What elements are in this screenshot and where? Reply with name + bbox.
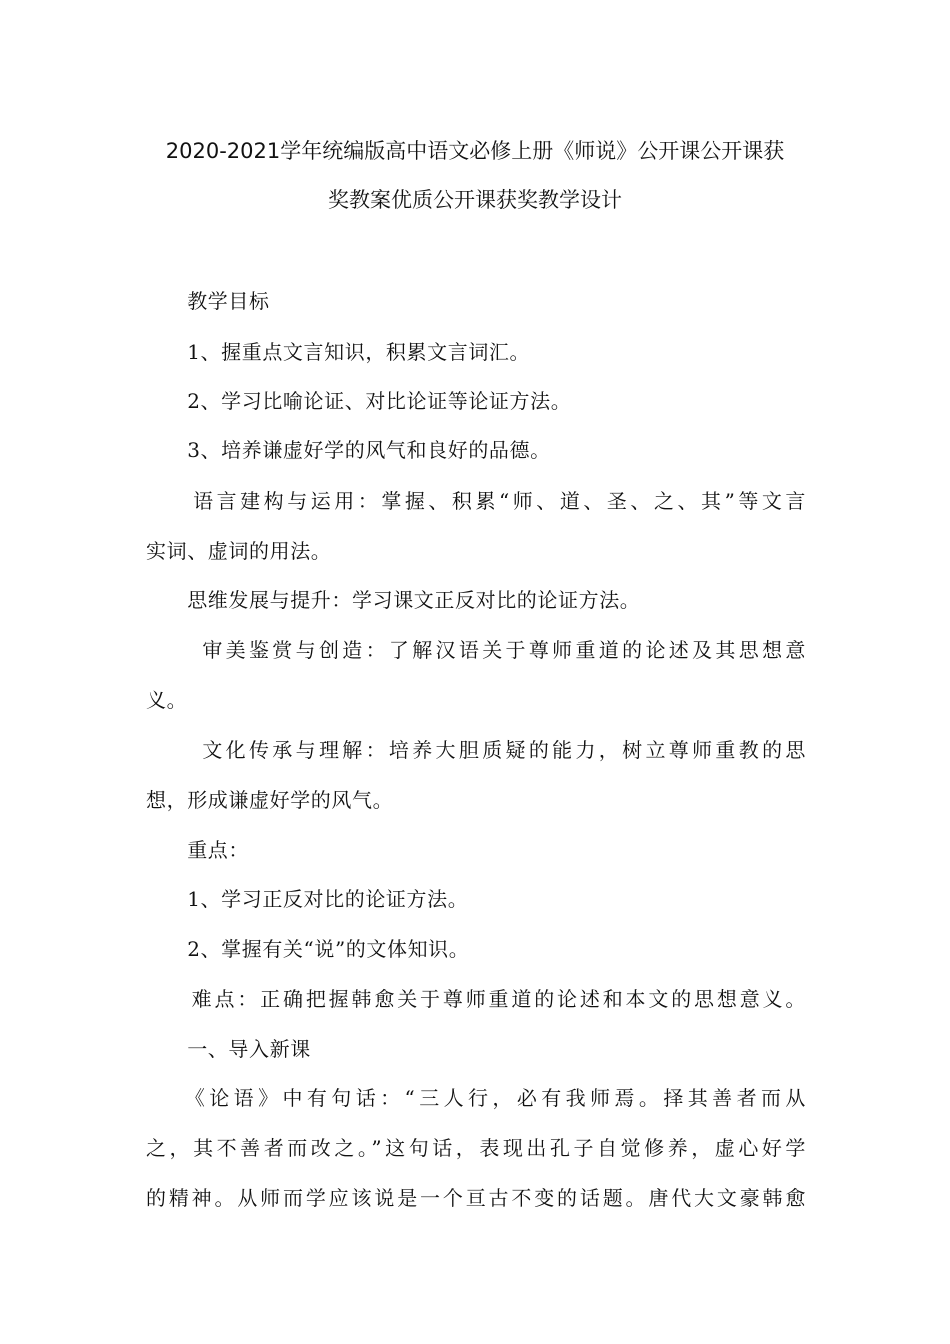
key-point-item-2: 2、掌握有关“说”的文体知识。 — [146, 937, 470, 961]
paragraph-culture-line-1: 文化传承与理解：培养大胆质疑的能力，树立尊师重教的思 — [146, 738, 806, 762]
paragraph-culture-line-2: 想，形成谦虚好学的风气。 — [146, 788, 394, 812]
heading-key-points: 重点： — [146, 838, 249, 862]
paragraph-aesthetics-line-2: 义。 — [146, 688, 188, 712]
document-title-line-2: 奖教案优质公开课获奖教学设计 — [328, 188, 622, 212]
heading-teaching-goals: 教学目标 — [146, 289, 270, 313]
paragraph-intro-line-3: 的精神。从师而学应该说是一个亘古不变的话题。唐代大文豪韩愈 — [146, 1186, 806, 1210]
key-point-item-1: 1、学习正反对比的论证方法。 — [146, 887, 469, 911]
heading-introduction: 一、导入新课 — [146, 1037, 311, 1061]
paragraph-language-line-1: 语言建构与运用：掌握、积累“师、道、圣、之、其”等文言 — [146, 489, 806, 513]
paragraph-language-line-2: 实词、虚词的用法。 — [146, 539, 332, 563]
paragraph-aesthetics-line-1: 审美鉴赏与创造：了解汉语关于尊师重道的论述及其思想意 — [146, 638, 806, 662]
goal-item-2: 2、学习比喻论证、对比论证等论证方法。 — [146, 389, 572, 413]
paragraph-intro-line-2: 之，其不善者而改之。”这句话，表现出孔子自觉修养，虚心好学 — [146, 1136, 806, 1160]
paragraph-intro-line-1: 《论语》中有句话：“三人行，必有我师焉。择其善者而从 — [146, 1086, 806, 1110]
document-title-line-1: 2020-2021学年统编版高中语文必修上册《师说》公开课公开课获 — [165, 139, 785, 163]
paragraph-difficulty: 难点：正确把握韩愈关于尊师重道的论述和本文的思想意义。 — [146, 987, 806, 1011]
goal-item-3: 3、培养谦虚好学的风气和良好的品德。 — [146, 438, 551, 462]
paragraph-thinking: 思维发展与提升：学习课文正反对比的论证方法。 — [146, 588, 641, 612]
goal-item-1: 1、握重点文言知识，积累文言词汇。 — [146, 340, 531, 364]
